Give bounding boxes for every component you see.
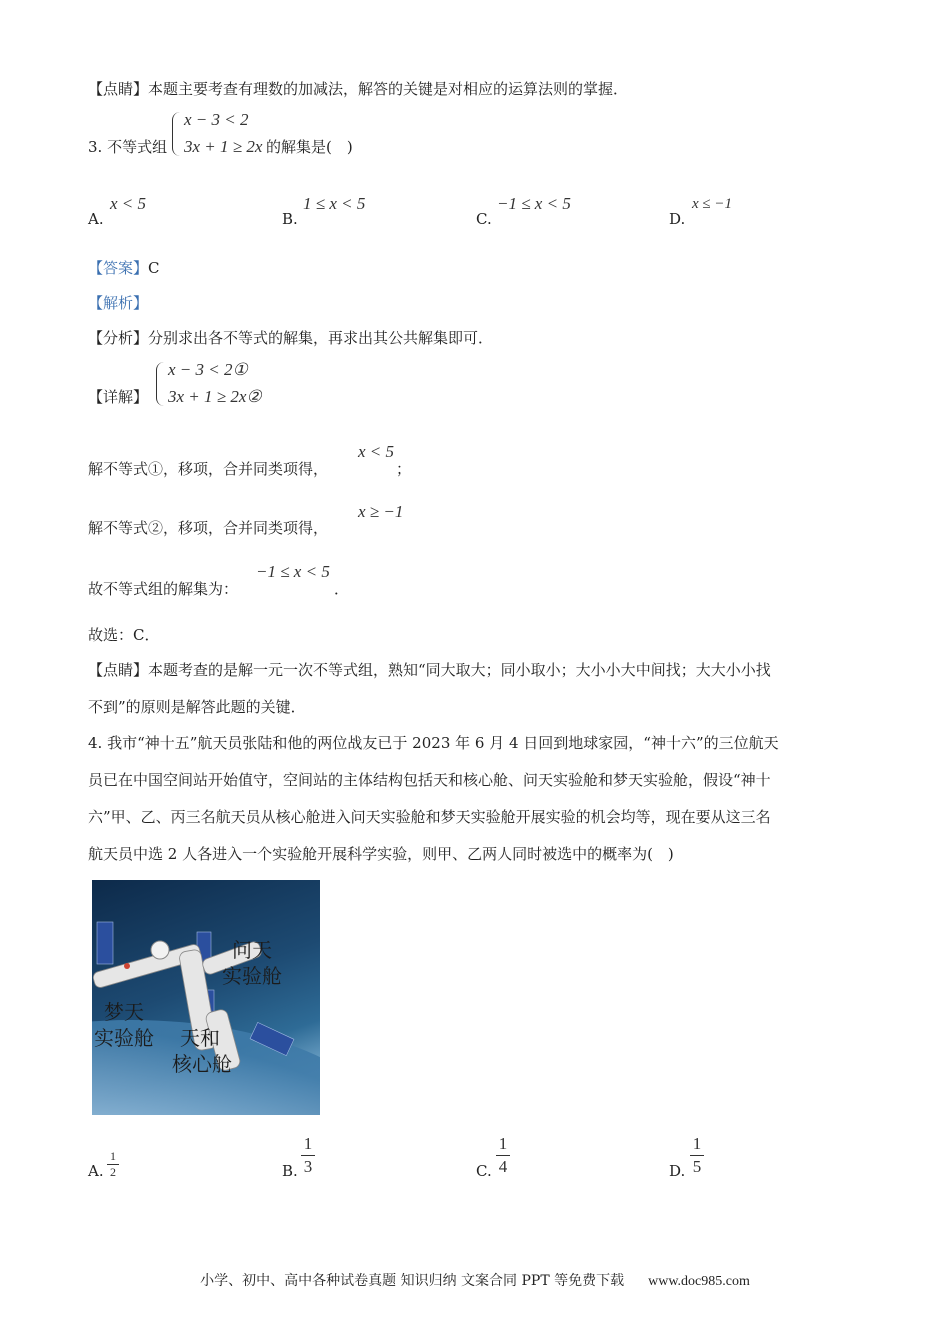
label-mengtian-2: 实验舱: [94, 1026, 154, 1050]
prev-note-tag: 【点睛】: [88, 80, 149, 98]
dianjing-line-2: 不到”的原则是解答此题的关键．: [88, 698, 306, 716]
fraction-bar: [496, 1155, 510, 1156]
dianjing-line-1: [88, 659, 771, 680]
q4-line-1: 4. 我市“神十五”航天员张陆和他的两位战友已于 2023 年 6 月 4 日回到地球家园，“神十六”的三位航天: [88, 734, 779, 752]
footer-link[interactable]: www.doc985.com: [648, 1274, 750, 1289]
label-wentian-2: 实验舱: [222, 964, 282, 988]
dianjing-tag: 【点睛】: [88, 661, 149, 679]
fenxi-text: 分别求出各不等式的解集，再求出其公共解集即可．: [148, 329, 494, 347]
q3-option-a-expr: x < 5: [110, 194, 147, 213]
analysis-tag: 【解析】: [88, 294, 149, 312]
step3-text: 故不等式组的解集为：: [88, 580, 239, 598]
q3-number: 3. 不等式组: [88, 138, 168, 156]
label-mengtian: 梦天: [104, 1000, 144, 1024]
fraction-denominator: 3: [303, 1157, 313, 1176]
dianjing-text-1: 本题考查的是解一元一次不等式组，熟知“同大取大；同小取小；大小小大中间找；大大小小找: [148, 661, 771, 679]
q3-option-c-letter: C.: [476, 210, 492, 228]
brace-icon: [156, 362, 165, 406]
answer-value: C: [148, 259, 160, 277]
step3-end: ．: [334, 580, 350, 598]
q3-answer: [88, 257, 160, 278]
q3-system-line-1: x − 3 < 2: [184, 110, 249, 129]
detail-system: [156, 360, 276, 412]
q3-option-c-expr: −1 ≤ x < 5: [497, 194, 571, 213]
prev-note: [88, 78, 628, 99]
xiangjie-tag: 【详解】: [88, 388, 149, 406]
answer-tag: 【答案】: [88, 259, 149, 277]
step1-end: ；: [396, 460, 412, 478]
fraction-bar: [690, 1155, 704, 1156]
fraction-numerator: 1: [110, 1149, 116, 1163]
space-station-photo: [92, 880, 320, 1115]
fraction-denominator: 2: [110, 1165, 116, 1179]
footer: [0, 1270, 950, 1290]
q4-line-2: 员已在中国空间站开始值守，空间站的主体结构包括天和核心舱、问天实验舱和梦天实验舱，假设“神十: [88, 771, 771, 789]
q4-option-a-fraction: [107, 1150, 119, 1179]
fraction-bar: [301, 1155, 315, 1156]
fraction-denominator: 5: [692, 1157, 702, 1176]
q4-line-4: 航天员中选 2 人各进入一个实验舱开展科学实验，则甲、乙两人同时被选中的概率为( ): [88, 845, 674, 863]
footer-text: 小学、初中、高中各种试卷真题 知识归纳 文案合同 PPT 等免费下载: [200, 1273, 625, 1289]
q3-suffix: 的解集是( ): [266, 138, 353, 156]
q3-option-b-expr: 1 ≤ x < 5: [303, 194, 366, 213]
label-tianhe: 天和: [180, 1026, 220, 1050]
q3-option-b-letter: B.: [282, 210, 298, 228]
label-wentian: 问天: [232, 938, 272, 962]
detail-system-line-1: x − 3 < 2①: [168, 360, 248, 379]
step3-math: −1 ≤ x < 5: [256, 562, 330, 581]
q4-option-c-letter: C.: [476, 1162, 492, 1180]
fraction-denominator: 4: [498, 1157, 508, 1176]
q3-option-a-letter: A.: [88, 210, 104, 228]
fraction-numerator: 1: [692, 1134, 702, 1153]
fenxi-tag: 【分析】: [88, 329, 149, 347]
q4-option-d-fraction: [690, 1134, 704, 1177]
q3-system: [172, 110, 272, 162]
q3-option-d-letter: D.: [669, 210, 686, 228]
q4-option-c-fraction: [496, 1134, 510, 1177]
q3-choose: 故选：C．: [88, 626, 160, 644]
q4-option-b-fraction: [301, 1134, 315, 1177]
q4-line-3: 六”甲、乙、丙三名航天员从核心舱进入问天实验舱和梦天实验舱开展实验的机会均等，现在要从这三名: [88, 808, 771, 826]
q3-fenxi: [88, 327, 493, 348]
prev-note-text: 本题主要考查有理数的加减法，解答的关键是对相应的运算法则的掌握．: [148, 80, 629, 98]
step1-math: x < 5: [358, 442, 395, 461]
brace-icon: [172, 112, 181, 156]
fraction-numerator: 1: [498, 1134, 508, 1153]
q4-option-d-letter: D.: [669, 1162, 686, 1180]
step1-text: 解不等式①，移项，合并同类项得，: [88, 460, 329, 478]
q4-option-b-letter: B.: [282, 1162, 298, 1180]
fraction-numerator: 1: [303, 1134, 313, 1153]
step2-text: 解不等式②，移项，合并同类项得，: [88, 519, 329, 537]
label-tianhe-2: 核心舱: [172, 1052, 232, 1076]
detail-system-line-2: 3x + 1 ≥ 2x②: [168, 387, 262, 406]
q3-option-d-expr: x ≤ −1: [692, 196, 733, 212]
q3-system-line-2: 3x + 1 ≥ 2x: [184, 137, 263, 156]
q4-option-a-letter: A.: [88, 1162, 104, 1180]
step2-math: x ≥ −1: [358, 502, 404, 521]
